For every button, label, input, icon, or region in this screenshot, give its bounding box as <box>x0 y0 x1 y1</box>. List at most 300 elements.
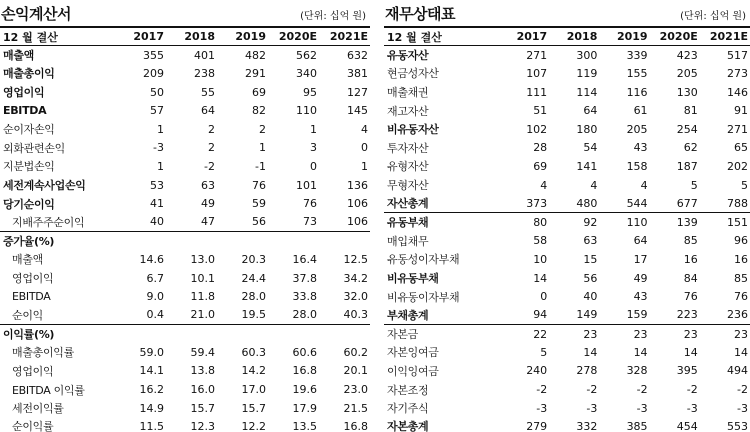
value-cell: 145 <box>347 104 368 118</box>
value-cell: 28.0 <box>292 308 317 322</box>
value-cell: 159 <box>626 308 648 322</box>
value-cell: 223 <box>676 308 698 322</box>
value-cell: 114 <box>576 85 598 99</box>
table-row <box>0 64 370 83</box>
row-label: 자산총계 <box>387 197 429 211</box>
income-title-bar <box>0 0 370 26</box>
value-cell: 59.0 <box>139 345 164 359</box>
row-label: EBITDA <box>3 104 47 118</box>
value-cell: 76 <box>303 197 317 211</box>
value-cell: -3 <box>636 401 648 415</box>
value-cell: 14 <box>583 345 598 359</box>
value-cell: 17.9 <box>292 401 317 415</box>
table-row <box>0 176 370 195</box>
value-cell <box>166 325 217 344</box>
value-cell: 279 <box>499 417 549 432</box>
table-row <box>384 101 750 120</box>
value-cell: 56 <box>252 215 266 229</box>
value-cell: 16 <box>734 252 748 266</box>
value-cell: 64 <box>633 234 648 248</box>
value-cell: 40 <box>150 215 164 229</box>
value-cell: 1 <box>259 141 266 155</box>
row-label: 자본금 <box>384 325 499 344</box>
header-cell: 2017 <box>499 27 549 46</box>
table-row <box>0 399 370 418</box>
value-cell: 355 <box>143 48 164 62</box>
table-row <box>384 64 750 83</box>
value-cell: 3 <box>310 141 317 155</box>
value-cell: 16.2 <box>139 383 164 397</box>
row-label: 세전이익률 <box>12 402 64 416</box>
value-cell: 1 <box>157 122 164 136</box>
value-cell: 13.5 <box>268 417 319 432</box>
value-cell: 23.0 <box>343 383 368 397</box>
value-cell <box>217 325 268 344</box>
value-cell: 271 <box>727 122 748 136</box>
value-cell: -3 <box>153 141 164 155</box>
value-cell: 677 <box>676 196 698 210</box>
value-cell: 14.6 <box>139 252 164 266</box>
value-cell: -2 <box>636 383 648 397</box>
value-cell: 328 <box>626 364 648 378</box>
value-cell: 339 <box>626 48 648 62</box>
row-label: EBITDA 이익률 <box>12 383 85 397</box>
value-cell: 11.5 <box>115 417 166 432</box>
row-label: 무형자산 <box>387 179 429 193</box>
value-cell: 2 <box>259 122 266 136</box>
value-cell: 23 <box>599 325 649 344</box>
value-cell: 423 <box>676 48 698 62</box>
value-cell: 15.7 <box>241 401 266 415</box>
value-cell: 240 <box>526 364 548 378</box>
table-row <box>0 213 370 232</box>
value-cell: 21.0 <box>190 308 215 322</box>
value-cell: 10 <box>533 252 548 266</box>
value-cell: 278 <box>576 364 598 378</box>
value-cell: 80 <box>499 213 549 232</box>
row-label: 매출액 <box>3 49 34 63</box>
value-cell: 101 <box>296 178 317 192</box>
value-cell <box>268 325 319 344</box>
value-cell: 53 <box>150 178 164 192</box>
table-row <box>384 232 750 251</box>
row-label: 매입채무 <box>387 234 429 248</box>
table-row <box>0 417 370 432</box>
value-cell: 238 <box>194 66 215 80</box>
value-cell: 84 <box>683 271 698 285</box>
table-row <box>384 176 750 195</box>
value-cell: 16.4 <box>292 252 317 266</box>
balance-header-row <box>384 27 750 46</box>
row-label: 지분법손익 <box>3 160 55 174</box>
value-cell: 76 <box>252 178 266 192</box>
value-cell: 85 <box>683 234 698 248</box>
value-cell: 4 <box>590 178 598 192</box>
value-cell: 6.7 <box>146 271 164 285</box>
value-cell: 32.0 <box>343 290 368 304</box>
value-cell: 139 <box>650 213 700 232</box>
header-cell: 2017 <box>115 27 166 46</box>
value-cell: 106 <box>347 197 368 211</box>
value-cell: 14 <box>533 271 548 285</box>
value-cell: 332 <box>549 417 599 432</box>
row-label: 영업이익 <box>12 272 54 286</box>
value-cell <box>115 232 166 251</box>
income-table <box>0 26 370 432</box>
balance-title-bar <box>384 0 750 26</box>
value-cell: 106 <box>347 215 368 229</box>
value-cell: 60.3 <box>241 345 266 359</box>
table-row <box>384 157 750 176</box>
row-label: 비유동이자부채 <box>387 290 460 304</box>
value-cell: 788 <box>727 196 748 210</box>
value-cell: 1 <box>157 159 164 173</box>
table-row <box>0 83 370 102</box>
value-cell: 61 <box>633 104 648 118</box>
row-label: 지배주주순이익 <box>12 215 85 229</box>
value-cell: 28 <box>533 141 548 155</box>
value-cell: 2 <box>208 122 215 136</box>
table-row <box>0 325 370 344</box>
table-row <box>384 83 750 102</box>
value-cell: 37.8 <box>292 271 317 285</box>
row-label: 영업이익 <box>12 364 54 378</box>
value-cell: 14 <box>633 345 648 359</box>
header-cell: 2021E <box>319 27 370 46</box>
value-cell: 23 <box>700 325 750 344</box>
income-statement-panel <box>0 0 370 432</box>
value-cell: 76 <box>683 290 698 304</box>
value-cell: 300 <box>576 48 598 62</box>
value-cell: 59.4 <box>190 345 215 359</box>
value-cell: 271 <box>526 48 548 62</box>
row-label: 유동성이자부채 <box>387 253 460 267</box>
value-cell: 17.0 <box>241 383 266 397</box>
row-label: 매출채권 <box>387 86 429 100</box>
row-label: 증가율(%) <box>0 232 115 251</box>
value-cell: 4 <box>640 178 648 192</box>
value-cell: 23 <box>549 325 599 344</box>
header-cell: 12 월 결산 <box>384 27 499 46</box>
value-cell: 14 <box>683 345 698 359</box>
row-label: 이익률(%) <box>0 325 115 344</box>
header-cell: 2020E <box>268 27 319 46</box>
value-cell: 0 <box>361 141 368 155</box>
value-cell: 58 <box>533 234 548 248</box>
table-row <box>0 306 370 325</box>
value-cell: 110 <box>599 213 649 232</box>
row-label: 세전계속사업손익 <box>3 179 86 193</box>
value-cell: 0.4 <box>146 308 164 322</box>
row-label: 자본총계 <box>384 417 499 432</box>
row-label: 비유동부채 <box>387 272 439 286</box>
value-cell: 14 <box>734 345 748 359</box>
value-cell: 54 <box>583 141 598 155</box>
income-header-row <box>0 27 370 46</box>
value-cell: -3 <box>686 401 698 415</box>
value-cell: -3 <box>586 401 598 415</box>
table-row <box>0 232 370 251</box>
value-cell: 55 <box>201 85 215 99</box>
value-cell: 202 <box>727 159 748 173</box>
header-cell: 2019 <box>217 27 268 46</box>
value-cell: 69 <box>252 85 266 99</box>
value-cell: 85 <box>734 271 748 285</box>
table-row <box>384 399 750 418</box>
table-row <box>384 120 750 139</box>
value-cell: 236 <box>727 308 748 322</box>
row-label: 부채총계 <box>387 308 429 322</box>
value-cell: 17 <box>633 252 648 266</box>
value-cell: 395 <box>676 364 698 378</box>
value-cell: 11.8 <box>190 290 215 304</box>
value-cell: 13.8 <box>190 364 215 378</box>
table-row <box>0 380 370 399</box>
table-row <box>0 250 370 269</box>
table-row <box>384 194 750 213</box>
value-cell: 59 <box>252 197 266 211</box>
row-label: EBITDA <box>12 290 51 304</box>
value-cell: 254 <box>676 122 698 136</box>
value-cell: 5 <box>690 178 698 192</box>
value-cell: 62 <box>683 141 698 155</box>
row-label: 매출총이익 <box>3 67 55 81</box>
table-row <box>0 362 370 381</box>
value-cell: 517 <box>727 48 748 62</box>
row-label: 순이자손익 <box>3 123 55 137</box>
table-row <box>384 139 750 158</box>
value-cell: 119 <box>576 66 598 80</box>
value-cell: 16.0 <box>190 383 215 397</box>
value-cell: 2 <box>208 141 215 155</box>
balance-sheet-panel <box>384 0 750 432</box>
row-label: 유형자산 <box>387 160 429 174</box>
value-cell: 14.2 <box>241 364 266 378</box>
table-row <box>384 213 750 232</box>
value-cell: 19.5 <box>241 308 266 322</box>
value-cell: 562 <box>296 48 317 62</box>
value-cell: 96 <box>734 234 748 248</box>
table-row <box>384 380 750 399</box>
value-cell: 158 <box>626 159 648 173</box>
value-cell: 401 <box>194 48 215 62</box>
row-label: 재고자산 <box>387 104 429 118</box>
value-cell: 111 <box>526 85 548 99</box>
row-label: 외화관련손익 <box>3 141 65 155</box>
value-cell: 51 <box>533 104 548 118</box>
value-cell: 40.3 <box>343 308 368 322</box>
value-cell: 82 <box>252 104 266 118</box>
table-row <box>384 46 750 65</box>
income-title: 손익계산서 <box>1 5 71 23</box>
value-cell: -1 <box>255 159 266 173</box>
value-cell <box>166 232 217 251</box>
value-cell: 127 <box>347 85 368 99</box>
value-cell: 102 <box>526 122 548 136</box>
value-cell: 13.0 <box>190 252 215 266</box>
value-cell: -2 <box>586 383 598 397</box>
value-cell: 40 <box>583 290 598 304</box>
header-cell: 2021E <box>700 27 750 46</box>
row-label: 매출총이익률 <box>12 346 74 360</box>
value-cell: 15.7 <box>190 401 215 415</box>
row-label: 자본잉여금 <box>387 346 439 360</box>
header-cell: 2019 <box>599 27 649 46</box>
table-row <box>384 325 750 344</box>
value-cell: 92 <box>549 213 599 232</box>
value-cell: 94 <box>533 308 548 322</box>
table-row <box>384 269 750 288</box>
value-cell: 4 <box>361 122 368 136</box>
value-cell: 9.0 <box>146 290 164 304</box>
value-cell: 63 <box>201 178 215 192</box>
row-label: 영업이익 <box>3 86 45 100</box>
value-cell: 180 <box>576 122 598 136</box>
row-label: 자기주식 <box>387 402 429 416</box>
value-cell: 19.6 <box>292 383 317 397</box>
value-cell: 482 <box>245 48 266 62</box>
balance-unit: (단위: 십억 원) <box>680 11 746 22</box>
value-cell: 16 <box>683 252 698 266</box>
value-cell: 14.9 <box>139 401 164 415</box>
table-row <box>0 194 370 213</box>
value-cell: 60.2 <box>343 345 368 359</box>
value-cell: 187 <box>676 159 698 173</box>
table-row <box>0 157 370 176</box>
value-cell: 205 <box>676 66 698 80</box>
header-cell: 2020E <box>650 27 700 46</box>
value-cell: 149 <box>576 308 598 322</box>
value-cell: 81 <box>683 104 698 118</box>
value-cell: 110 <box>296 104 317 118</box>
value-cell: 5 <box>540 345 548 359</box>
table-row <box>384 287 750 306</box>
value-cell: 146 <box>727 85 748 99</box>
row-label: 비유동자산 <box>387 123 439 137</box>
value-cell <box>268 232 319 251</box>
value-cell: 50 <box>150 85 164 99</box>
header-cell: 12 월 결산 <box>0 27 115 46</box>
value-cell: 494 <box>727 364 748 378</box>
value-cell: 73 <box>303 215 317 229</box>
value-cell: -2 <box>686 383 698 397</box>
value-cell: 1 <box>310 122 317 136</box>
value-cell: 20.3 <box>241 252 266 266</box>
value-cell: 340 <box>296 66 317 80</box>
row-label: 유동부채 <box>384 213 499 232</box>
value-cell: -2 <box>536 383 548 397</box>
value-cell: 632 <box>347 48 368 62</box>
value-cell <box>319 325 370 344</box>
table-row <box>384 306 750 325</box>
value-cell: -3 <box>536 401 548 415</box>
value-cell: 65 <box>734 141 748 155</box>
row-label: 투자자산 <box>387 141 429 155</box>
value-cell: 49 <box>201 197 215 211</box>
value-cell: 24.4 <box>241 271 266 285</box>
value-cell: 14.1 <box>139 364 164 378</box>
table-row <box>384 362 750 381</box>
value-cell: 291 <box>245 66 266 80</box>
value-cell: 69 <box>533 159 548 173</box>
header-cell: 2018 <box>166 27 217 46</box>
table-row <box>0 287 370 306</box>
value-cell: 141 <box>576 159 598 173</box>
value-cell: 209 <box>143 66 164 80</box>
value-cell: 136 <box>347 178 368 192</box>
value-cell: 20.1 <box>343 364 368 378</box>
income-unit: (단위: 십억 원) <box>300 11 366 22</box>
value-cell: 34.2 <box>343 271 368 285</box>
table-row <box>384 417 750 432</box>
value-cell: 553 <box>700 417 750 432</box>
income-table-body <box>0 46 370 432</box>
value-cell: 91 <box>734 104 748 118</box>
value-cell: 12.2 <box>217 417 268 432</box>
value-cell: 12.5 <box>343 252 368 266</box>
row-label: 순이익 <box>12 308 43 322</box>
value-cell: 151 <box>700 213 750 232</box>
value-cell: 116 <box>626 85 648 99</box>
row-label: 이익잉여금 <box>387 364 439 378</box>
value-cell: 10.1 <box>190 271 215 285</box>
value-cell: 76 <box>734 290 748 304</box>
value-cell: 0 <box>310 159 317 173</box>
value-cell: 23 <box>650 325 700 344</box>
value-cell: 4 <box>540 178 548 192</box>
value-cell: 15 <box>583 252 598 266</box>
header-cell: 2018 <box>549 27 599 46</box>
value-cell: 22 <box>499 325 549 344</box>
value-cell: 63 <box>583 234 598 248</box>
value-cell: 0 <box>540 290 548 304</box>
value-cell: 1 <box>361 159 368 173</box>
value-cell: 43 <box>633 141 648 155</box>
row-label: 현금성자산 <box>387 67 439 81</box>
balance-title: 재무상태표 <box>385 5 455 23</box>
value-cell: 480 <box>576 196 598 210</box>
value-cell: 385 <box>599 417 649 432</box>
value-cell: 381 <box>347 66 368 80</box>
table-row <box>0 139 370 158</box>
value-cell: 16.8 <box>292 364 317 378</box>
value-cell: 12.3 <box>166 417 217 432</box>
table-row <box>384 343 750 362</box>
value-cell: 64 <box>201 104 215 118</box>
value-cell: 544 <box>626 196 648 210</box>
value-cell: 107 <box>526 66 548 80</box>
row-label: 자본조정 <box>387 383 429 397</box>
row-label: 매출액 <box>12 253 43 267</box>
value-cell: 454 <box>650 417 700 432</box>
table-row <box>0 343 370 362</box>
balance-table <box>384 26 750 432</box>
value-cell: -2 <box>737 383 748 397</box>
value-cell <box>115 325 166 344</box>
value-cell: 33.8 <box>292 290 317 304</box>
value-cell: 43 <box>633 290 648 304</box>
table-row <box>0 120 370 139</box>
row-label: 순이익률 <box>0 417 115 432</box>
value-cell: 130 <box>676 85 698 99</box>
value-cell: 49 <box>633 271 648 285</box>
table-row <box>0 46 370 65</box>
table-row <box>0 269 370 288</box>
table-row <box>384 250 750 269</box>
value-cell: 21.5 <box>343 401 368 415</box>
value-cell: 5 <box>741 178 748 192</box>
value-cell <box>319 232 370 251</box>
